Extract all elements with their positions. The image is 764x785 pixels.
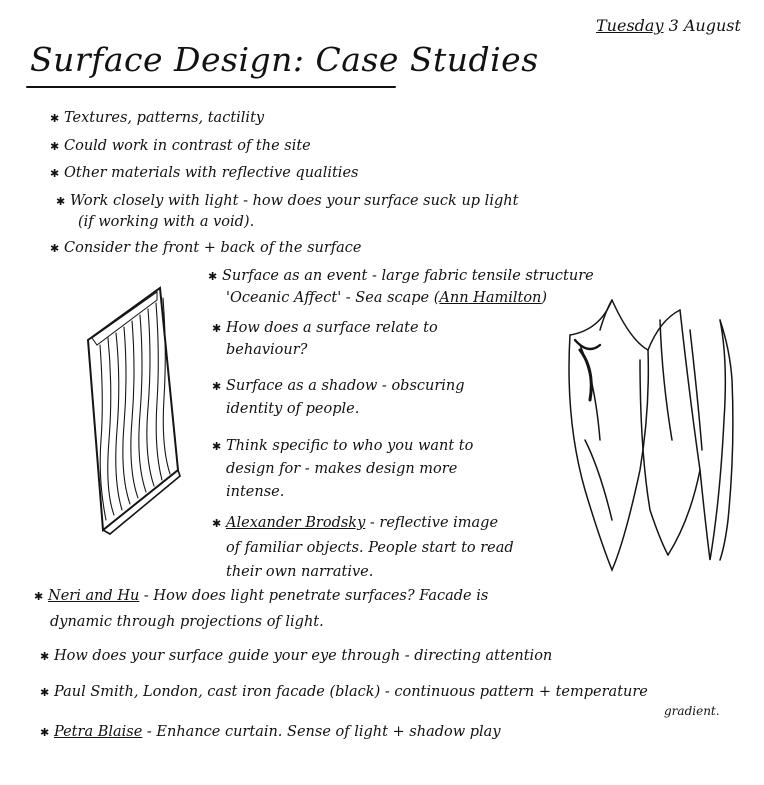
note-paul-smith-cont: gradient. — [664, 704, 720, 718]
note-contrast: ✱ Could work in contrast of the site — [50, 138, 311, 154]
bullet-icon: ✱ — [50, 242, 60, 255]
bullet-icon: ✱ — [212, 380, 222, 393]
bullet-icon: ✱ — [40, 726, 50, 739]
title-underline — [26, 86, 396, 88]
bullet-icon: ✱ — [208, 270, 218, 283]
note-light-cont: (if working with a void). — [78, 214, 255, 230]
note-guide-eye: ✱ How does your surface guide your eye through - directing attention — [40, 648, 553, 664]
note-brodsky-cont: of familiar objects. People start to read — [226, 540, 514, 556]
petra-blaise-name: Petra Blaise — [54, 724, 143, 740]
note-behaviour-cont: behaviour? — [226, 342, 308, 358]
note-textures: ✱ Textures, patterns, tactility — [50, 110, 265, 126]
note-behaviour: ✱ How does a surface relate to — [212, 320, 438, 336]
textured-panel-sketch — [88, 288, 180, 534]
hanging-fabric-sketch — [569, 300, 733, 570]
bullet-icon: ✱ — [50, 167, 60, 180]
note-specific: ✱ Think specific to who you want to — [212, 438, 474, 454]
bullet-icon: ✱ — [34, 590, 44, 603]
note-neri-hu-cont: dynamic through projections of light. — [50, 614, 324, 630]
note-hamilton: ✱ Surface as an event - large fabric tensile structure — [208, 268, 594, 284]
note-front-back: ✱ Consider the front + back of the surface — [50, 240, 362, 256]
brodsky-name: Alexander Brodsky — [226, 515, 366, 531]
bullet-icon: ✱ — [40, 650, 50, 663]
date-rest: 3 August — [668, 16, 741, 35]
bullet-icon: ✱ — [50, 112, 60, 125]
bullet-icon: ✱ — [212, 440, 222, 453]
bullet-icon: ✱ — [212, 322, 222, 335]
bullet-icon: ✱ — [212, 517, 222, 530]
page-title: Surface Design: Case Studies — [30, 40, 539, 79]
note-materials: ✱ Other materials with reflective qualities — [50, 165, 359, 181]
note-paul-smith: ✱ Paul Smith, London, cast iron facade (black) - continuous pattern + temperature — [40, 684, 648, 700]
note-light: ✱ Work closely with light - how does your surface suck up light — [56, 193, 519, 209]
bullet-icon: ✱ — [40, 686, 50, 699]
bullet-icon: ✱ — [56, 195, 66, 208]
note-hamilton-cont: 'Oceanic Affect' - Sea scape (Ann Hamilton) — [226, 290, 548, 306]
note-brodsky: ✱ Alexander Brodsky - reflective image — [212, 515, 499, 531]
note-specific-cont: design for - makes design more — [226, 461, 458, 477]
ann-hamilton-name: Ann Hamilton — [439, 290, 542, 306]
bullet-icon: ✱ — [50, 140, 60, 153]
note-shadow: ✱ Surface as a shadow - obscuring — [212, 378, 465, 394]
note-petra-blaise: ✱ Petra Blaise - Enhance curtain. Sense of light + shadow play — [40, 724, 501, 740]
note-specific-cont2: intense. — [226, 484, 285, 500]
date-day: Tuesday — [596, 16, 664, 35]
note-neri-hu: ✱ Neri and Hu - How does light penetrate surfaces? Facade is — [34, 588, 489, 604]
date-header — [596, 16, 741, 35]
note-brodsky-cont2: their own narrative. — [226, 564, 374, 580]
note-shadow-cont: identity of people. — [226, 401, 360, 417]
neri-hu-name: Neri and Hu — [48, 588, 140, 604]
